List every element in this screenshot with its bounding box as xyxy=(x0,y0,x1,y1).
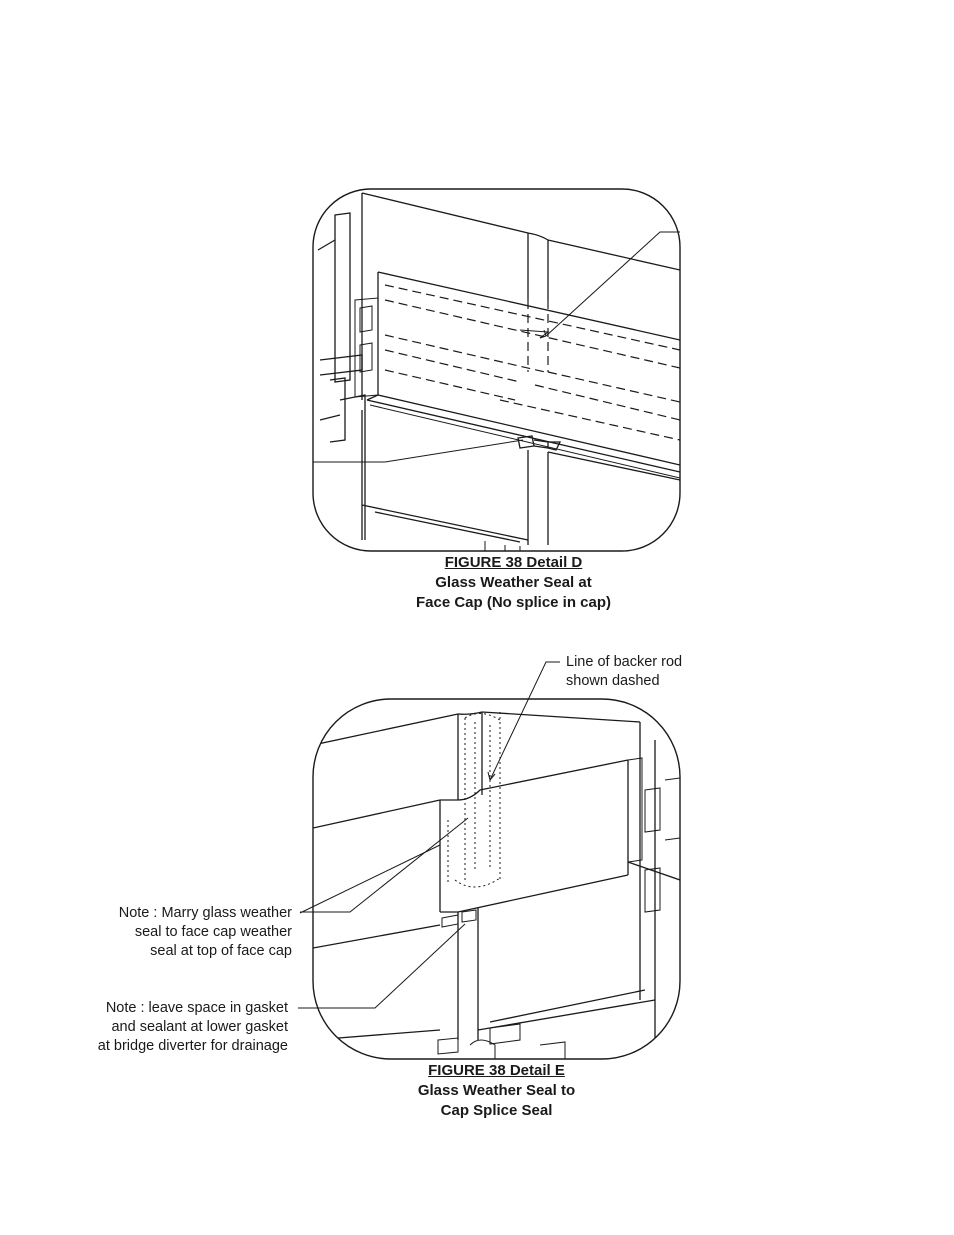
backer-rod-callout-line2: shown dashed xyxy=(566,673,660,689)
marry-seal-note-line1: Note : Marry glass weather xyxy=(118,905,292,921)
detail-d-leader-lower xyxy=(313,440,523,462)
marry-seal-note-line2: seal to face cap weather xyxy=(134,924,292,940)
backer-rod-callout xyxy=(566,653,766,691)
detail-d-caption-line2: Glass Weather Seal at xyxy=(435,574,592,591)
detail-e-caption-line3: Cap Splice Seal xyxy=(440,1102,553,1119)
detail-e-caption-line2: Glass Weather Seal to xyxy=(417,1082,576,1099)
drainage-space-note xyxy=(50,999,288,1056)
detail-e-leader-space xyxy=(298,924,465,1008)
detail-d-caption-line3: Face Cap (No splice in cap) xyxy=(415,594,612,611)
backer-rod-callout-line1: Line of backer rod xyxy=(566,654,683,670)
detail-e-caption-title: FIGURE 38 Detail E xyxy=(428,1062,565,1079)
marry-seal-note xyxy=(60,904,292,961)
detail-e-upper-glass xyxy=(313,712,640,800)
detail-d-upper-glass xyxy=(362,193,680,400)
detail-d-caption xyxy=(380,553,647,613)
drainage-space-note-line3: at bridge diverter for drainage xyxy=(97,1038,288,1054)
detail-d-drawing xyxy=(313,189,680,551)
detail-e-face-cap xyxy=(313,760,628,948)
detail-d-lower-glass xyxy=(362,410,680,551)
detail-d-mullion xyxy=(318,213,378,540)
detail-e-drawing xyxy=(298,662,680,1059)
detail-e-lower-glass xyxy=(313,925,655,1059)
drainage-space-note-line2: and sealant at lower gasket xyxy=(111,1019,288,1035)
drainage-space-note-line1: Note : leave space in gasket xyxy=(105,1000,288,1016)
detail-e-leader-marry xyxy=(300,818,468,912)
detail-e-caption xyxy=(380,1061,613,1121)
detail-d-leader-upper xyxy=(546,232,680,336)
detail-d-caption-title: FIGURE 38 Detail D xyxy=(444,554,583,571)
detail-d-frame xyxy=(313,189,680,551)
marry-seal-note-line3: seal at top of face cap xyxy=(150,943,292,959)
